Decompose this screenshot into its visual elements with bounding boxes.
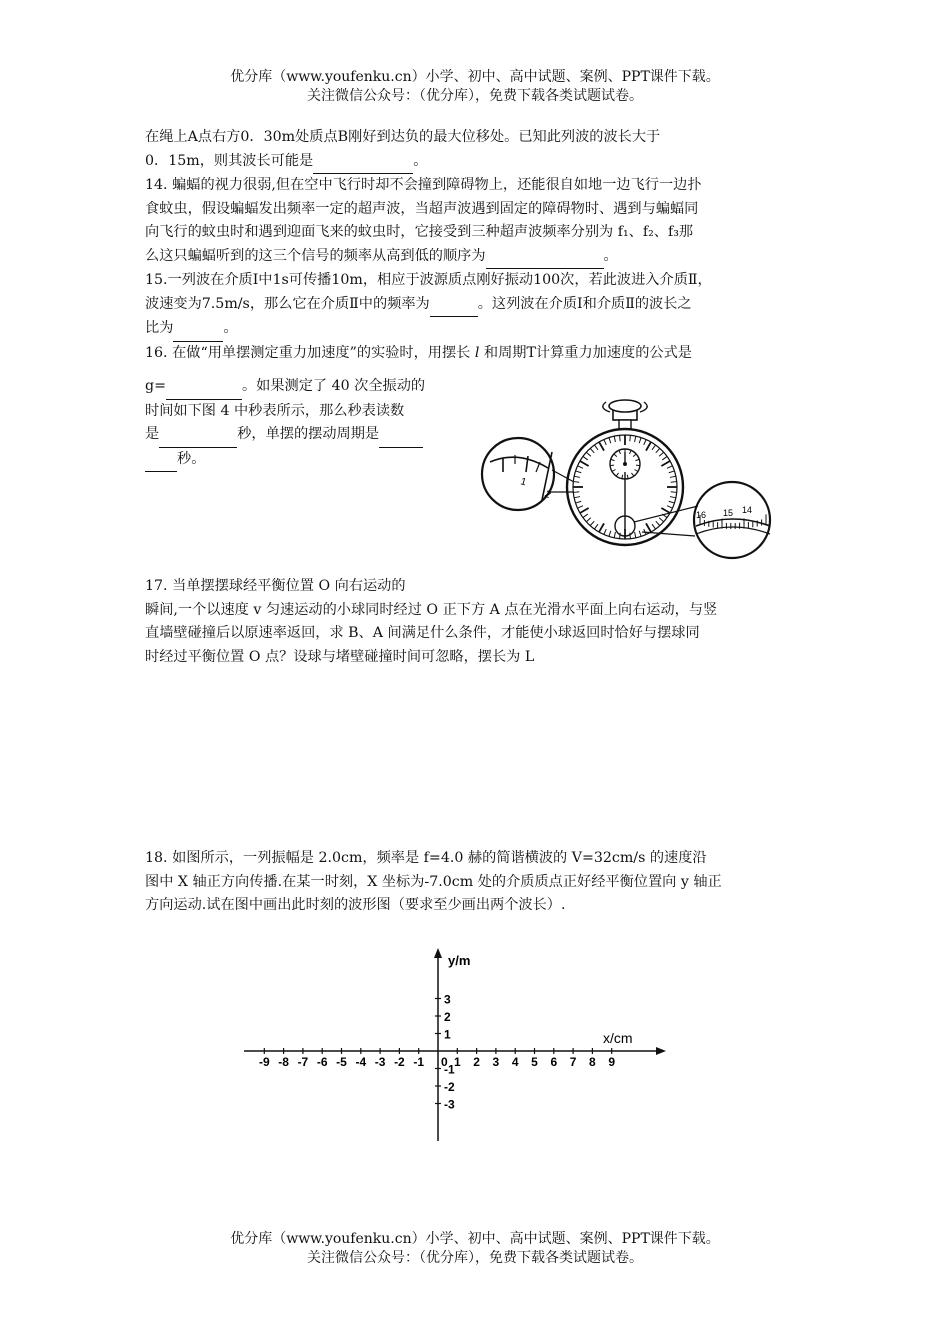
q16-line-3: 时间如下图 4 中秒表所示，那么秒表读数 [145, 402, 405, 419]
inset-label-1: 1 [519, 476, 528, 489]
q16-line-2: g= 。如果测定了 40 次全振动的 [145, 375, 475, 400]
y-tick-label: -2 [444, 1080, 455, 1094]
x-tick-label: -1 [413, 1055, 425, 1069]
q18-line-3: 方向运动.试在图中画出此时刻的波形图（要求至少画出两个波长）. [145, 897, 566, 913]
inset-label-16: 16 [696, 510, 707, 520]
origin-label: 0 [441, 1055, 448, 1069]
y-axis-arrow [434, 948, 442, 958]
q16-line-4: 是 秒，单摆的摆动周期是 [145, 423, 475, 448]
page-footer [0, 1230, 950, 1268]
header-line-1: 优分库（www.youfenku.cn）小学、初中、高中试题、案例、PPT课件下载。 [230, 69, 720, 85]
q14-answer-blank [486, 245, 604, 270]
q14-line-4: 么这只蝙蝠听到的这三个信号的频率从高到低的顺序为 。 [145, 245, 815, 270]
x-tick-label: -8 [278, 1055, 289, 1069]
stopwatch-tick [620, 435, 621, 441]
q13-answer-blank [313, 150, 413, 175]
q16-reading-blank [159, 423, 237, 448]
q15-ratio-blank [173, 317, 223, 342]
x-tick-label: 6 [550, 1055, 558, 1069]
header-line-2: 关注微信公众号：（优分库），免费下载各类试题试卷。 [307, 88, 643, 104]
q17-line-2: 瞬间,一个以速度 v 匀速运动的小球同时经过 O 正下方 A 点在光滑水平面上向右运动，与竖 [145, 601, 718, 618]
q13-line-1: 在绳上A点右方0．30m处质点B刚好到达负的最大位移处。已知此列波的波长大于 [145, 129, 661, 145]
x-tick-label: -6 [316, 1055, 328, 1069]
q15-frequency-blank [430, 293, 478, 318]
x-axis-label: x/cm [603, 1030, 633, 1046]
x-tick-label: 8 [589, 1055, 596, 1069]
x-tick-label: -3 [374, 1055, 386, 1069]
y-tick-label: -1 [444, 1062, 455, 1077]
x-tick-label: 4 [511, 1055, 519, 1069]
wave-graph [238, 945, 672, 1145]
q16-line-1: 16. 在做“用单摆测定重力加速度”的实验时，用摆长 l 和周期T计算重力加速度的公式是 [145, 344, 692, 361]
x-tick-label: -7 [297, 1055, 309, 1069]
inset-label-15: 15 [723, 508, 734, 518]
inset-label-2: 2 [542, 488, 553, 502]
q18-line-1: 18. 如图所示，一列振幅是 2.0cm，频率是 f=4.0 赫的简谐横波的 V=32cm/s 的速度沿 [145, 850, 707, 866]
q13-line-2: 0．15m，则其波长可能是 。 [145, 150, 815, 175]
q16-left-column [145, 375, 475, 472]
y-axis-label: y/m [448, 953, 471, 968]
q15-line-3: 比为 。 [145, 317, 815, 342]
x-axis-arrow [656, 1047, 666, 1055]
stopwatch-crown [603, 400, 647, 430]
q16-period-blank-b [145, 448, 177, 473]
left-magnifier-inset [482, 438, 574, 510]
x-tick-label: 9 [608, 1055, 616, 1069]
x-tick-label: -4 [355, 1055, 367, 1069]
x-tick-label: 5 [531, 1055, 538, 1069]
x-tick-label: -9 [258, 1055, 270, 1069]
q17-line-3: 直墙壁碰撞后以原速率返回，求 B、A 间满足什么条件，才能使小球返回时恰好与摆球同 [145, 625, 700, 641]
stopwatch-tick [630, 435, 631, 441]
footer-line-2: 关注微信公众号：（优分库），免费下载各类试题试卷。 [307, 1250, 643, 1266]
q15-line-1: 15.一列波在介质Ⅰ中1s可传播10m，相应于波源质点刚好振动100次，若此波进入介质Ⅱ， [145, 272, 712, 288]
footer-line-1: 优分库（www.youfenku.cn）小学、初中、高中试题、案例、PPT课件下载。 [230, 1231, 720, 1247]
stopwatch-tick [671, 492, 677, 493]
q18-line-2: 图中 X 轴正方向传播.在某一时刻，X 坐标为-7.0cm 处的介质质点正好经平衡位置向 y 轴正 [145, 873, 722, 890]
y-tick-label: 3 [444, 992, 451, 1007]
x-tick-label: 2 [473, 1055, 480, 1069]
x-tick-label: 7 [569, 1055, 577, 1069]
x-tick-label: 3 [492, 1055, 500, 1069]
question-17 [145, 575, 815, 669]
y-tick-label: 1 [444, 1027, 451, 1042]
q16-formula-blank [166, 375, 242, 400]
y-tick-label: -3 [444, 1097, 455, 1112]
q17-line-4: 时经过平衡位置 O 点？设球与堵壁碰撞时间可忽略，摆长为 L [145, 648, 535, 665]
stopwatch-figure [470, 392, 790, 564]
q16-period-blank-a [379, 423, 423, 448]
x-tick-label: 1 [453, 1055, 461, 1069]
q14-line-3: 向飞行的蚊虫时和遇到迎面飞来的蚊虫时，它接受到三种超声波频率分别为 f₁、f₂、f₃那 [145, 224, 694, 240]
x-tick-label: -2 [394, 1055, 405, 1069]
q16-line-5: 秒。 [145, 448, 475, 473]
page-header [0, 68, 950, 106]
inset-label-14: 14 [742, 505, 753, 515]
question-18 [145, 847, 815, 918]
stopwatch-tick [671, 482, 677, 483]
q14-line-1: 14. 蝙蝠的视力很弱,但在空中飞行时却不会撞到障碍物上，还能很自如地一边飞行一边扑 [145, 177, 702, 193]
q15-line-2: 波速变为7.5m/s，那么它在介质Ⅱ中的频率为 。这列波在介质Ⅰ和介质Ⅱ的波长之 [145, 293, 815, 318]
x-tick-label: -5 [336, 1055, 347, 1069]
q17-line-1: 17. 当单摆摆球经平衡位置 O 向右运动的 [145, 578, 406, 594]
stopwatch-tick [573, 492, 579, 493]
q14-line-2: 食蚊虫，假设蝙蝠发出频率一定的超声波，当超声波遇到固定的障碍物时、遇到与蝙蝠同 [145, 200, 699, 217]
questions-13-16 [145, 126, 815, 365]
y-tick-label: 2 [444, 1010, 451, 1024]
